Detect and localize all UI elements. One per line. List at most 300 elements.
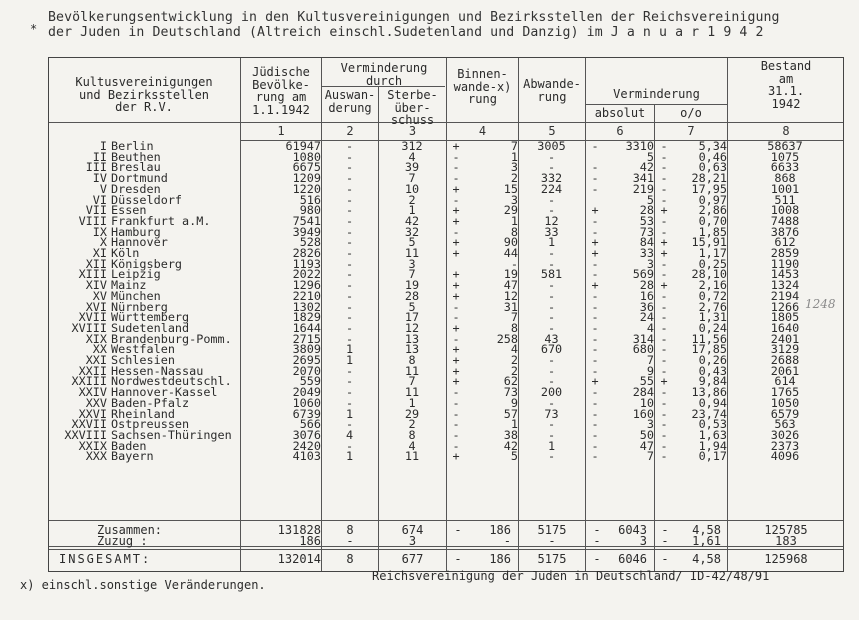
cell-pp: 17,95	[691, 181, 727, 196]
cell-pop: 61947	[285, 139, 321, 153]
cell-ab: 670	[540, 342, 563, 357]
cell-bw: 8	[510, 320, 518, 335]
roman-numeral: V	[99, 181, 107, 196]
header-juedische-bevoelkerung: Jüdische Bevölke- rung am 1.1.1942	[252, 65, 310, 117]
cell-aus: -	[345, 288, 354, 303]
cell-pp: 1,17	[698, 246, 727, 261]
cell-aus: -	[345, 171, 354, 186]
zusammen-pop: 131828	[277, 523, 321, 537]
cell-bs: +	[452, 374, 460, 389]
cell-vs: +	[591, 203, 599, 218]
cell-pop: 2715	[292, 331, 321, 346]
roman-numeral: IV	[92, 171, 107, 186]
cell-pop: 1302	[292, 299, 321, 314]
cell-ps: -	[660, 438, 668, 453]
roman-numeral: XXVIII	[64, 427, 107, 442]
roman-numeral: XII	[85, 256, 107, 271]
cell-ps: -	[660, 299, 668, 314]
cell-va: 10	[639, 395, 654, 410]
cell-vs: -	[591, 342, 599, 357]
cell-bs: +	[452, 353, 460, 368]
cell-pp: 1,85	[698, 224, 727, 239]
cell-best: 612	[774, 235, 796, 250]
cell-pop: 528	[299, 235, 321, 250]
cell-pp: 0,46	[698, 149, 727, 164]
cell-st: 8	[408, 427, 416, 442]
community-name: Baden	[111, 438, 147, 453]
cell-bs: -	[452, 427, 460, 442]
cell-bs: +	[452, 203, 460, 218]
insgesamt-best: 125968	[764, 552, 808, 566]
roman-numeral: VI	[92, 192, 107, 207]
cell-bw: 4	[510, 342, 518, 357]
cell-va: 33	[639, 246, 654, 261]
colnum-8: 8	[782, 124, 790, 138]
cell-bw: 7	[510, 139, 518, 153]
cell-bw: 42	[503, 438, 518, 453]
community-name: Dortmund	[111, 171, 168, 186]
cell-bs: +	[452, 363, 460, 378]
zusammen-ab: 5175	[537, 523, 567, 537]
cell-st: 4	[408, 149, 416, 164]
community-name: Brandenburg-Pomm.	[111, 331, 232, 346]
cell-st: 1	[408, 395, 416, 410]
cell-st: 11	[404, 363, 420, 378]
community-name: Sachsen-Thüringen	[111, 427, 232, 442]
community-name: Dresden	[111, 181, 161, 196]
document-title	[48, 10, 838, 40]
cell-va: 341	[632, 171, 654, 186]
cell-st: 1	[408, 203, 416, 218]
cell-st: 5	[408, 235, 416, 250]
cell-pp: 0,63	[698, 160, 727, 175]
cell-pop: 1829	[292, 310, 321, 325]
cell-pp: 0,24	[698, 320, 727, 335]
cell-bw: 38	[503, 427, 518, 442]
cell-va: 3	[646, 417, 654, 432]
cell-best: 58637	[767, 139, 803, 153]
roman-numeral: VII	[85, 203, 107, 218]
cell-st: 28	[404, 288, 420, 303]
zuzug-pp: 1,61	[692, 534, 721, 548]
cell-ab: 73	[544, 406, 559, 421]
community-name: Königsberg	[111, 256, 183, 271]
cell-va: 7	[646, 353, 654, 368]
cell-pop: 1193	[292, 256, 321, 271]
zuzug-label: Zuzug :	[97, 534, 148, 548]
cell-ps: -	[660, 171, 668, 186]
insgesamt-va: 6046	[618, 552, 647, 566]
cell-ab: -	[547, 160, 556, 175]
cell-pop: 1080	[292, 149, 321, 164]
cell-bs: +	[452, 213, 460, 228]
cell-vs: +	[591, 374, 599, 389]
cell-aus: 1	[345, 342, 354, 357]
cell-ab: -	[547, 192, 556, 207]
title-line-1: Bevölkerungsentwicklung in den Kultusvereinigungen und Bezirksstellen der Reichsvereinigung	[48, 10, 780, 25]
cell-pop: 2826	[292, 246, 321, 261]
footnote: x) einschl.sonstige Veränderungen.	[20, 578, 266, 592]
cell-vs: -	[591, 449, 599, 464]
cell-ps: -	[660, 224, 668, 239]
zuzug-best: 183	[775, 534, 797, 548]
zusammen-bw: 186	[489, 523, 511, 537]
roman-numeral: XXX	[85, 449, 107, 464]
roman-numeral: X	[99, 235, 107, 250]
data-table	[49, 141, 843, 462]
cell-pp: 0,72	[698, 288, 727, 303]
cell-ab: -	[547, 256, 556, 271]
cell-bw: 73	[503, 385, 518, 400]
cell-best: 3129	[770, 342, 800, 357]
community-name: Nürnberg	[111, 299, 168, 314]
cell-ps: -	[660, 427, 668, 442]
cell-best: 3026	[770, 427, 800, 442]
roman-numeral: XXVII	[71, 417, 107, 432]
roman-numeral: XXIV	[78, 385, 107, 400]
header-absolut: absolut	[594, 106, 646, 120]
cell-pp: 28,21	[691, 171, 727, 186]
cell-vs: -	[591, 310, 599, 325]
cell-pp: 2,76	[698, 299, 727, 314]
cell-st: 11	[404, 385, 420, 400]
cell-aus: -	[345, 267, 354, 282]
cell-aus: 1	[345, 449, 354, 464]
cell-best: 1001	[770, 181, 800, 196]
cell-bw: 3	[510, 160, 518, 175]
cell-pp: 13,86	[691, 385, 727, 400]
community-name: Rheinland	[111, 406, 175, 421]
roman-numeral: XIX	[85, 331, 107, 346]
zuzug-va: 3	[639, 534, 647, 548]
cell-ab: 224	[540, 181, 563, 196]
header-verminderung: Verminderung	[613, 87, 700, 101]
cell-pop: 1220	[292, 181, 321, 196]
roman-numeral: XXI	[85, 353, 107, 368]
cell-best: 2401	[770, 331, 800, 346]
cell-bw: 1	[510, 213, 518, 228]
roman-numeral: II	[92, 149, 107, 164]
cell-st: 42	[404, 213, 420, 228]
cell-pop: 7541	[292, 213, 321, 228]
community-name: Hannover	[111, 235, 168, 250]
cell-ab: -	[547, 310, 556, 325]
cell-pop: 559	[299, 374, 321, 389]
cell-va: 3310	[625, 139, 654, 153]
cell-best: 2688	[770, 353, 800, 368]
cell-vs: -	[591, 171, 599, 186]
cell-pop: 3809	[292, 342, 321, 357]
cell-aus: -	[345, 331, 354, 346]
cell-ps: -	[660, 160, 668, 175]
colnum-5: 5	[548, 124, 556, 138]
cell-best: 6633	[770, 160, 800, 175]
cell-ab: -	[547, 299, 556, 314]
zuzug-st: 3	[408, 534, 417, 548]
cell-aus: -	[345, 363, 354, 378]
cell-va: 24	[639, 310, 654, 325]
cell-pop: 3076	[292, 427, 321, 442]
cell-pop: 2070	[292, 363, 321, 378]
cell-pop: 980	[299, 203, 321, 218]
insgesamt-pp: 4,58	[692, 552, 721, 566]
cell-aus: -	[345, 310, 354, 325]
cell-st: 2	[408, 192, 416, 207]
cell-ps: -	[660, 192, 668, 207]
cell-aus: -	[345, 417, 354, 432]
cell-st: 17	[404, 310, 420, 325]
cell-st: 2	[408, 417, 416, 432]
community-name: Hessen-Nassau	[111, 363, 204, 378]
roman-numeral: XVII	[78, 310, 107, 325]
cell-st: 3	[408, 256, 416, 271]
cell-best: 1050	[770, 395, 800, 410]
cell-best: 7488	[770, 213, 800, 228]
cell-bs: -	[452, 299, 460, 314]
cell-ps: -	[660, 256, 668, 271]
cell-ab: -	[547, 288, 556, 303]
colnum-2: 2	[346, 124, 354, 138]
cell-pp: 0,70	[698, 213, 727, 228]
cell-ps: -	[660, 395, 668, 410]
insgesamt-bw: 186	[489, 552, 511, 566]
zuzug-aus: -	[346, 534, 354, 548]
cell-bw: 1	[510, 149, 518, 164]
cell-bw: 5	[510, 449, 518, 464]
cell-best: 1266	[770, 299, 800, 314]
cell-ab: 200	[540, 385, 563, 400]
cell-ps: -	[660, 149, 668, 164]
cell-bs: +	[452, 342, 460, 357]
cell-pp: 2,86	[698, 203, 727, 218]
cell-bw: 57	[503, 406, 518, 421]
cell-aus: -	[345, 320, 354, 335]
header-abwanderung: Abwande- rung	[523, 77, 581, 104]
cell-ab: -	[547, 353, 556, 368]
cell-va: 28	[639, 278, 654, 293]
community-name: Baden-Pfalz	[111, 395, 190, 410]
cell-st: 32	[404, 224, 420, 239]
zuzug-ab: -	[548, 534, 556, 548]
cell-aus: -	[345, 256, 354, 271]
cell-ab: -	[547, 374, 556, 389]
cell-pop: 1644	[292, 320, 321, 335]
cell-bs: +	[452, 139, 460, 153]
roman-numeral: XV	[92, 288, 107, 303]
cell-pp: 0,53	[698, 417, 727, 432]
cell-aus: 1	[345, 353, 354, 368]
cell-st: 11	[404, 246, 420, 261]
cell-pop: 566	[299, 417, 321, 432]
cell-vs: +	[591, 278, 599, 293]
cell-bs: +	[452, 235, 460, 250]
cell-bw: 29	[503, 203, 518, 218]
cell-bw: 62	[503, 374, 518, 389]
cell-best: 2061	[770, 363, 800, 378]
cell-aus: -	[345, 213, 354, 228]
zusammen-best: 125785	[764, 523, 808, 537]
cell-bs: +	[452, 246, 460, 261]
cell-bs: -	[452, 331, 460, 346]
table-row	[49, 451, 843, 462]
cell-st: 5	[408, 299, 416, 314]
cell-ab: 581	[540, 267, 563, 282]
cell-pp: 1,63	[698, 427, 727, 442]
community-name: Mainz	[111, 278, 147, 293]
roman-numeral: I	[99, 139, 107, 153]
community-name: Sudetenland	[111, 320, 190, 335]
cell-ps: -	[660, 406, 668, 421]
cell-best: 2194	[770, 288, 800, 303]
cell-pop: 516	[299, 192, 321, 207]
cell-aus: -	[345, 139, 354, 153]
cell-bw: -	[510, 256, 518, 271]
cell-st: 7	[408, 171, 416, 186]
cell-best: 2373	[770, 438, 800, 453]
cell-ps: +	[660, 278, 668, 293]
cell-bs: +	[452, 278, 460, 293]
cell-best: 1765	[770, 385, 800, 400]
cell-vs: -	[591, 139, 599, 153]
cell-best: 1324	[770, 278, 800, 293]
cell-bs: -	[452, 192, 460, 207]
roman-numeral: XXIX	[78, 438, 107, 453]
community-name: Württemberg	[111, 310, 190, 325]
cell-ps: -	[660, 342, 668, 357]
community-name: Leipzig	[111, 267, 161, 282]
cell-bs: -	[452, 406, 460, 421]
cell-ps: -	[660, 213, 668, 228]
roman-numeral: XXV	[85, 395, 107, 410]
cell-aus: 4	[345, 427, 354, 442]
cell-ps: -	[660, 288, 668, 303]
cell-aus: -	[345, 160, 354, 175]
cell-best: 868	[774, 171, 796, 186]
cell-vs: -	[591, 160, 599, 175]
cell-aus: -	[345, 395, 354, 410]
cell-ps: +	[660, 246, 668, 261]
cell-bw: 44	[503, 246, 518, 261]
cell-pp: 0,94	[698, 395, 727, 410]
zusammen-ps: -	[661, 523, 669, 537]
cell-bs: +	[452, 267, 460, 282]
cell-bw: 2	[510, 171, 518, 186]
cell-st: 10	[404, 181, 420, 196]
cell-bw: 1	[510, 417, 518, 432]
cell-pp: 1,31	[698, 310, 727, 325]
insgesamt-aus: 8	[346, 552, 354, 566]
cell-pop: 2210	[292, 288, 321, 303]
cell-vs: -	[591, 438, 599, 453]
cell-ps: -	[660, 385, 668, 400]
cell-ps: -	[660, 331, 668, 346]
cell-va: 84	[639, 235, 654, 250]
zusammen-label: Zusammen:	[97, 523, 163, 537]
cell-best: 1640	[770, 320, 800, 335]
cell-va: 284	[632, 385, 654, 400]
cell-ab: -	[547, 363, 556, 378]
cell-pp: 17,85	[691, 342, 727, 357]
community-name: Ostpreussen	[111, 417, 190, 432]
community-name: Hannover-Kassel	[111, 385, 218, 400]
cell-vs: -	[591, 181, 599, 196]
cell-bw: 31	[503, 299, 518, 314]
cell-vs: +	[591, 235, 599, 250]
cell-vs: -	[591, 256, 599, 271]
cell-aus: -	[345, 149, 354, 164]
cell-aus: -	[345, 374, 354, 389]
cell-bs: -	[452, 224, 460, 239]
statistics-table	[48, 57, 844, 572]
roman-numeral: XI	[92, 246, 107, 261]
cell-ps: -	[660, 139, 668, 153]
cell-pp: 1,94	[698, 438, 727, 453]
cell-pop: 2049	[292, 385, 321, 400]
cell-vs: -	[591, 417, 599, 432]
roman-numeral: IX	[92, 224, 107, 239]
community-name: Westfalen	[111, 342, 175, 357]
cell-st: 8	[408, 353, 416, 368]
cell-pp: 5,34	[698, 139, 727, 153]
insgesamt-pop: 132014	[277, 552, 321, 566]
cell-ab: -	[547, 395, 556, 410]
cell-ps: -	[660, 181, 668, 196]
cell-bs: -	[452, 385, 460, 400]
cell-bw: 12	[503, 288, 518, 303]
name-cell	[49, 451, 240, 462]
cell-pp: 23,74	[691, 406, 727, 421]
cell-bw: 258	[496, 331, 518, 346]
cell-st: 29	[404, 406, 420, 421]
cell-bs: -	[452, 310, 460, 325]
roman-numeral: XIV	[85, 278, 107, 293]
cell-bw: 15	[503, 181, 518, 196]
cell-va: 569	[632, 267, 654, 282]
cell-ab: -	[547, 417, 556, 432]
cell-vs: -	[591, 353, 599, 368]
cell-ps: -	[660, 363, 668, 378]
header-bestand: Bestand am 31.1. 1942	[760, 59, 812, 111]
cell-ab: 12	[544, 213, 559, 228]
cell-va: 53	[639, 213, 654, 228]
cell-best: 614	[774, 374, 796, 389]
cell-st: 19	[404, 278, 420, 293]
zusammen-va: 6043	[618, 523, 647, 537]
cell-ps: -	[660, 310, 668, 325]
cell-st: 39	[404, 160, 420, 175]
cell-ps: +	[660, 203, 668, 218]
cell-vs: -	[591, 385, 599, 400]
cell-pp: 0,43	[698, 363, 727, 378]
cell-va: 5	[646, 149, 654, 164]
insgesamt-bs: -	[454, 552, 462, 566]
cell-va: 28	[639, 203, 654, 218]
cell-st: 4	[408, 438, 416, 453]
cell-bw: 19	[503, 267, 518, 282]
insgesamt-vs: -	[593, 552, 601, 566]
cell-bw: 8	[510, 224, 518, 239]
cell-pop: 2420	[292, 438, 321, 453]
community-name: Beuthen	[111, 149, 161, 164]
cell-va: 73	[639, 224, 654, 239]
cell-ps: +	[660, 374, 668, 389]
handwritten-margin-note: 1248	[805, 297, 836, 311]
cell-bs: -	[452, 417, 460, 432]
zusammen-st: 674	[401, 523, 424, 537]
cell-best: 1805	[770, 310, 800, 325]
cell-bw: 9	[510, 395, 518, 410]
insgesamt-ps: -	[661, 552, 669, 566]
